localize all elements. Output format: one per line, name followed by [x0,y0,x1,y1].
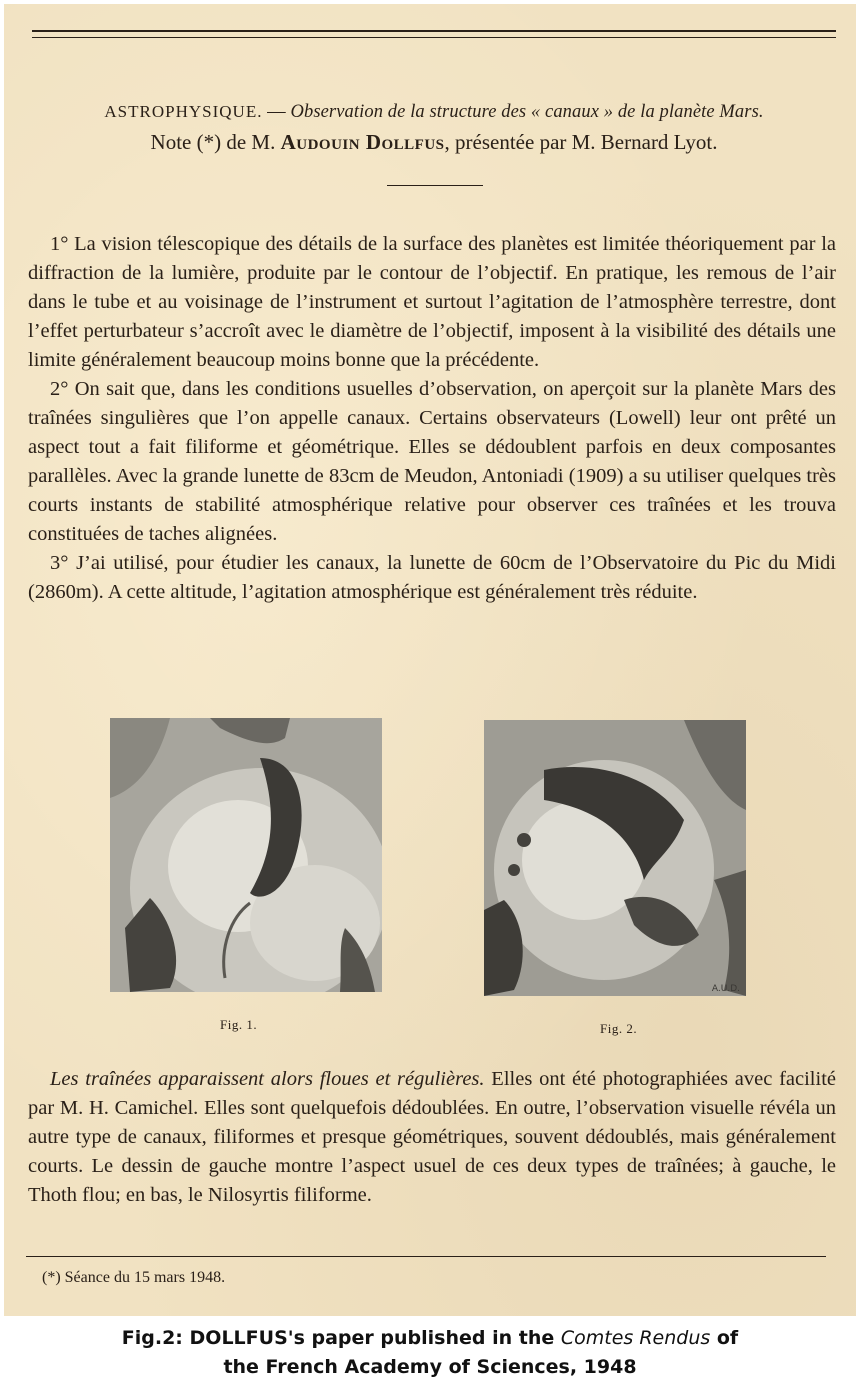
figure-1-caption: Fig. 1. [220,1017,258,1032]
footnote: (*) Séance du 15 mars 1948. [42,1269,226,1286]
title-italic: Observation de la structure des « canaux » de la planète Mars. [290,102,764,122]
continuation-paragraph [28,1065,836,1210]
body-paragraphs [28,230,836,607]
figure-2-signature: A.U.D. [711,984,740,994]
paragraph-1: 1° La vision télescopique des détails de la surface des planètes est limitée théoriquement par la diffraction de la lumière, produite par le contour de l’objectif. En pratique, les remous de l’air dans le tube et au voisinage de l’instrument et surtout l’agitation de l’atmosphère terrestre, dont l’effet perturbateur s’accroît avec le diamètre de l’objectif, imposent à la visibilité des détails une limite généralement beaucoup moins bonne que la précédente. [28,233,836,371]
figure-2-caption: Fig. 2. [600,1021,638,1036]
header-double-rule-thin [32,37,836,38]
image-caption [0,1324,860,1382]
footnote-rule [26,1256,826,1257]
figure-2-image [484,720,746,996]
paper-page [4,4,856,1316]
article-title: ASTROPHYSIQUE. — Observation de la structure des « canaux » de la planète Mars. [104,102,764,122]
author-name: Audouin Dollfus [280,130,445,154]
title-separator [387,185,483,186]
caption-journal: Comtes Rendus [560,1327,711,1349]
continuation-italic-lead: Les traînées apparaissent alors floues et régulières. [50,1068,485,1090]
caption-line-1: Fig.2: DOLLFUS's paper published in the Comtes Rendus of [121,1327,739,1349]
figure-1-image [110,718,382,992]
caption-line-2: the French Academy of Sciences, 1948 [223,1356,637,1378]
header-double-rule [32,30,836,32]
author-line: Note (*) de M. Audouin Dollfus, présentée par M. Bernard Lyot. [150,130,718,154]
paragraph-3: 3° J’ai utilisé, pour étudier les canaux, la lunette de 60cm de l’Observatoire du Pic du Midi (2860m). A cette altitude, l’agitation atmosphérique est généralement très réduite. [28,552,836,603]
continuation-text: Elles ont été photographiées avec facilité par M. H. Camichel. Elles sont quelquefois dédoublées. En outre, l’observation visuelle révéla un autre type de canaux, filiformes et presque géométriques, souvent dédoublés, mais généralement courts. Le dessin de gauche montre l’aspect usuel de ces deux types de traînées; à gauche, le Thoth flou; en bas, le Nilosyrtis filiforme. [28,1068,836,1206]
paragraph-2: 2° On sait que, dans les conditions usuelles d’observation, on aperçoit sur la planète Mars des traînées singulières que l’on appelle canaux. Certains observateurs (Lowell) leur ont prêté un aspect tout a fait filiforme et géométrique. Elles se dédoublent parfois en deux composantes parallèles. Avec la grande lunette de 83cm de Meudon, Antoniadi (1909) a su utiliser quelques très courts instants de stabilité atmosphérique relative pour observer ces traînées et les trouva constituées de taches alignées. [28,378,836,545]
section-rubric: ASTROPHYSIQUE. [104,102,263,121]
